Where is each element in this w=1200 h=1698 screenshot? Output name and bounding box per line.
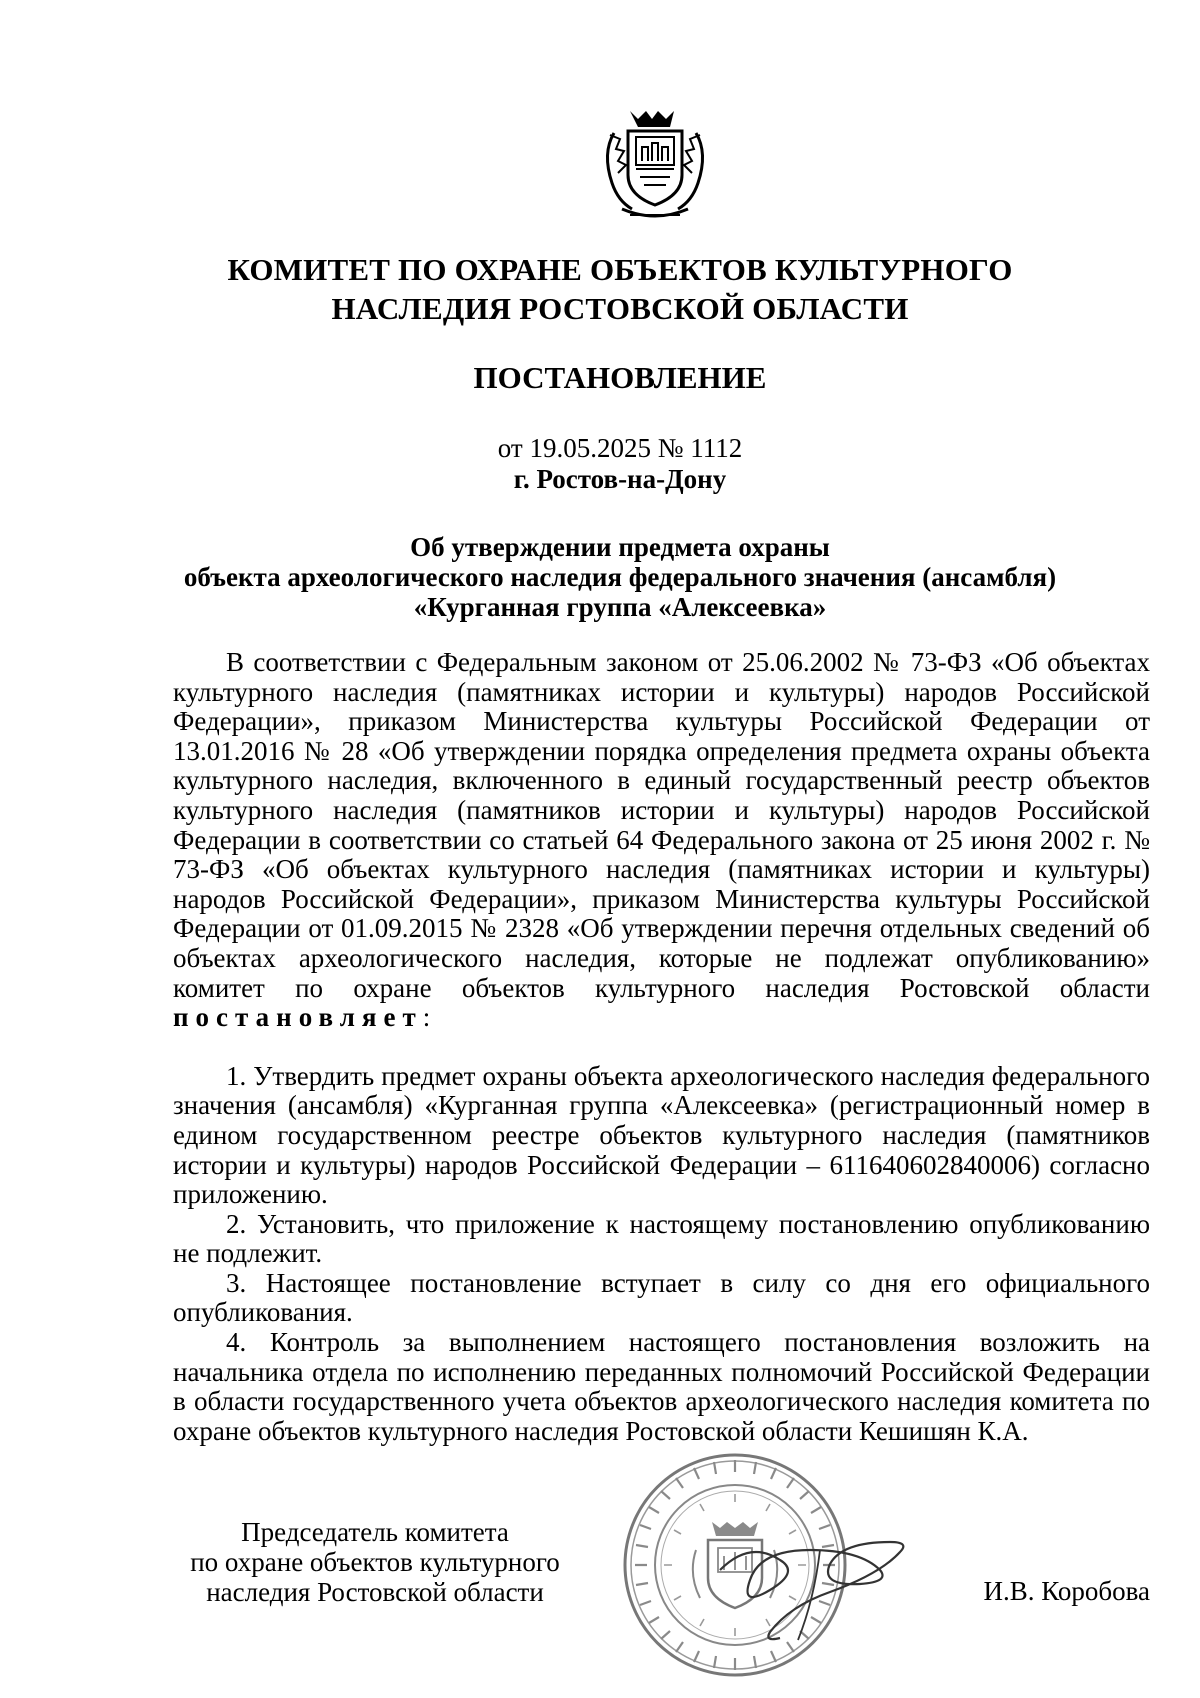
- organization-title-line1: КОМИТЕТ ПО ОХРАНЕ ОБЪЕКТОВ КУЛЬТУРНОГО: [227, 252, 1013, 287]
- signatory-name: И.В. Коробова: [983, 1576, 1150, 1606]
- decree-word: постановляет: [173, 1002, 423, 1033]
- organization-title-line2: НАСЛЕДИЯ РОСТОВСКОЙ ОБЛАСТИ: [331, 291, 909, 326]
- preamble-colon: :: [422, 1002, 431, 1033]
- subject-line1: Об утверждении предмета охраны: [410, 532, 830, 562]
- signatory-role-line3: наследия Ростовской области: [206, 1577, 544, 1607]
- preamble-paragraph: [173, 648, 1150, 1033]
- signatory-role: [170, 1517, 580, 1607]
- document-body: [173, 648, 1150, 1446]
- list-item: 3. Настоящее постановление вступает в силу со дня его официального опубликования.: [173, 1267, 1150, 1328]
- coat-of-arms-emblem: [600, 105, 710, 223]
- list-item: 4. Контроль за выполнением настоящего постановления возложить на начальника отдела по исполнению переданных полномочий Российской Федерации в области государственного учета объектов археологического наследия комитета по охране объектов культурного наследия Ростовской области Кешишян К.А.: [173, 1327, 1150, 1446]
- signatory-role-line1: Председатель комитета: [241, 1517, 509, 1547]
- subject-line2: объекта археологического наследия федерального значения (ансамбля): [183, 562, 1057, 592]
- list-item: 2. Установить, что приложение к настоящему постановлению опубликованию не подлежит.: [173, 1208, 1150, 1269]
- organization-title: [120, 250, 1120, 328]
- document-date-number: от 19.05.2025 № 1112: [497, 433, 743, 463]
- preamble-text: В соответствии с Федеральным законом от 25.06.2002 № 73-ФЗ «Об объектах культурного наследия (памятниках истории и культуры) народов Российской Федерации», приказом Министерства культуры Российской Федерации от 13.01.2016 № 28 «Об утверждении порядка определения предмета охраны объекта культурного наследия, включенного в единый государственный реестр объектов культурного наследия (памятников истории и культуры) народов Российской Федерации в соответствии со статьей 64 Федерального закона от 25 июня 2002 г. № 73-ФЗ «Об объектах культурного наследия (памятниках истории и культуры) народов Российской Федерации», приказом Министерства культуры Российской Федерации от 01.09.2015 № 2328 «Об утверждении перечня отдельных сведений об объектах археологического наследия, которые не подлежат опубликованию» комитет по охране объектов культурного наследия Ростовской области: [173, 647, 1150, 1003]
- signatory-role-line2: по охране объектов культурного: [190, 1547, 560, 1577]
- list-item: 1. Утвердить предмет охраны объекта археологического наследия федерального значения (ансамбля) «Курганная группа «Алексеевка» (регистрационный номер в едином государственном реестре объектов культурного наследия (памятников истории и культуры) народов Российской Федерации – 611640602840006) согласно приложению.: [173, 1060, 1150, 1210]
- document-subject: [120, 532, 1120, 622]
- subject-line3: «Курганная группа «Алексеевка»: [413, 592, 827, 622]
- handwritten-signature-icon: [700, 1510, 940, 1650]
- document-city: г. Ростов-на-Дону: [513, 464, 727, 494]
- document-type: ПОСТАНОВЛЕНИЕ: [473, 360, 767, 395]
